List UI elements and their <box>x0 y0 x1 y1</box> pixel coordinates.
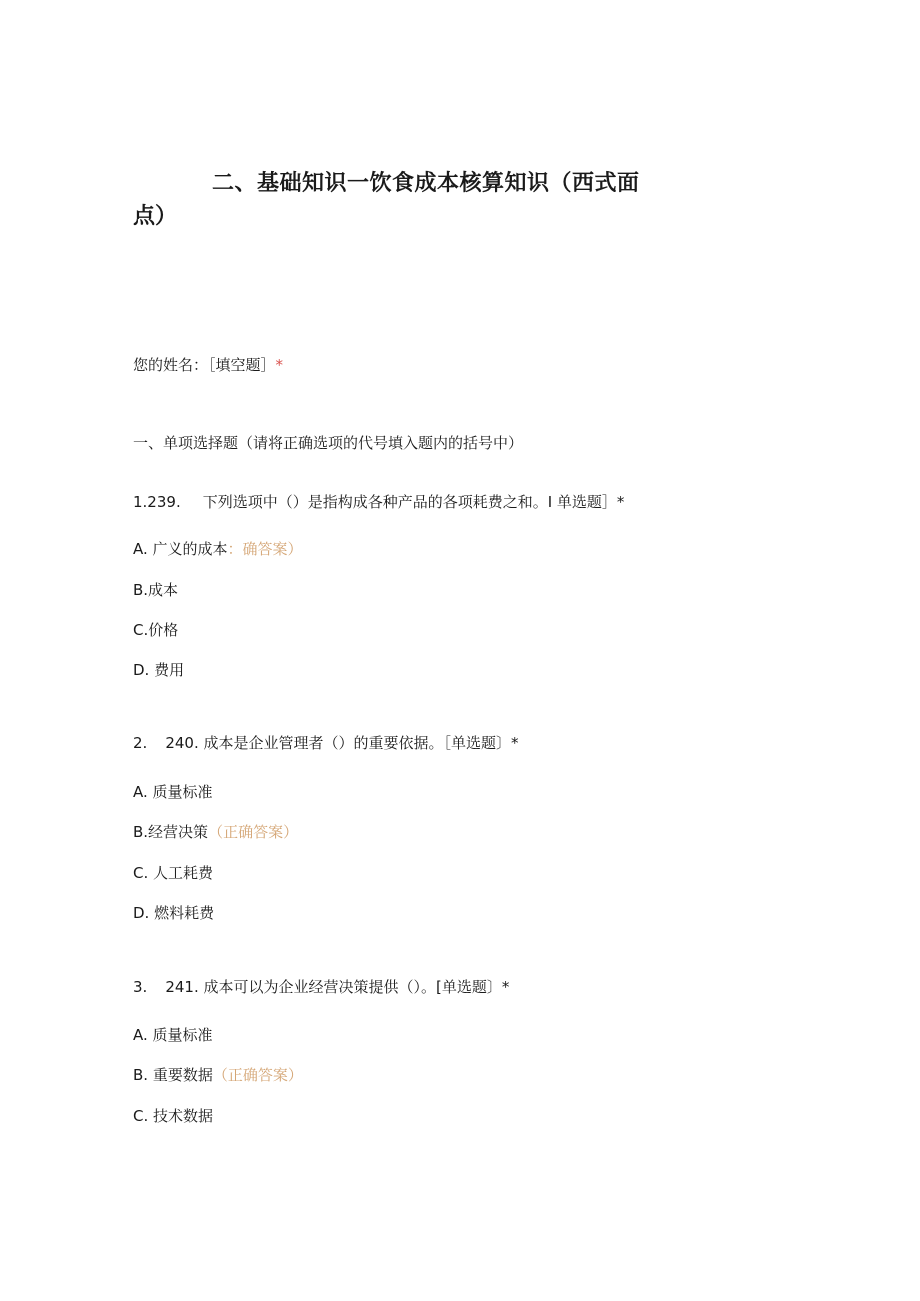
question-text: 240. 成本是企业管理者（）的重要依据。［单选题〕* <box>165 734 519 752</box>
option-text: B. 重要数据 <box>133 1066 213 1084</box>
required-marker: * <box>275 356 284 374</box>
option-text: C.价格 <box>133 621 179 639</box>
question-3 <box>133 977 509 997</box>
option-3c[interactable] <box>133 1106 213 1126</box>
option-1d[interactable] <box>133 660 184 680</box>
question-text: 下列选项中（）是指构成各种产品的各项耗费之和。I 单选题］* <box>202 493 625 511</box>
option-text: A. 广义的成本 <box>133 540 228 558</box>
question-1 <box>133 492 624 512</box>
option-2c[interactable] <box>133 863 213 883</box>
question-text: 241. 成本可以为企业经营决策提供（）。[单选题〕* <box>165 978 510 996</box>
option-2a[interactable] <box>133 782 213 802</box>
page-title-line-2: 点） <box>133 204 178 229</box>
option-2b[interactable] <box>133 822 298 842</box>
page-title-line-1: 二、基础知识一饮食成本核算知识（西式面 <box>212 171 640 196</box>
option-text: A. 质量标准 <box>133 1026 213 1044</box>
name-field-label <box>133 355 283 375</box>
option-1b[interactable] <box>133 580 178 600</box>
option-3b[interactable] <box>133 1065 303 1085</box>
option-text: C. 人工耗费 <box>133 864 214 882</box>
option-text: A. 质量标准 <box>133 783 213 801</box>
option-text: B.经营决策 <box>133 823 209 841</box>
option-text: D. 费用 <box>133 661 185 679</box>
section-heading: 一、单项选择题（请将正确选项的代号填入题内的括号中） <box>133 434 524 452</box>
question-number: 1.239. <box>133 493 181 511</box>
question-number: 2. <box>133 734 148 752</box>
option-text: C. 技术数据 <box>133 1107 214 1125</box>
question-2 <box>133 733 518 753</box>
option-text: D. 燃料耗费 <box>133 904 215 922</box>
question-number: 3. <box>133 978 148 996</box>
correct-answer-tag: ：确答案） <box>227 540 303 558</box>
option-1a[interactable] <box>133 539 303 559</box>
option-3a[interactable] <box>133 1025 213 1045</box>
option-1c[interactable] <box>133 620 178 640</box>
correct-answer-tag: （正确答案） <box>208 823 299 841</box>
correct-answer-tag: （正确答案） <box>212 1066 303 1084</box>
option-2d[interactable] <box>133 903 214 923</box>
option-text: B.成本 <box>133 581 179 599</box>
name-field-text: 您的姓名：［填空题］ <box>133 356 276 374</box>
